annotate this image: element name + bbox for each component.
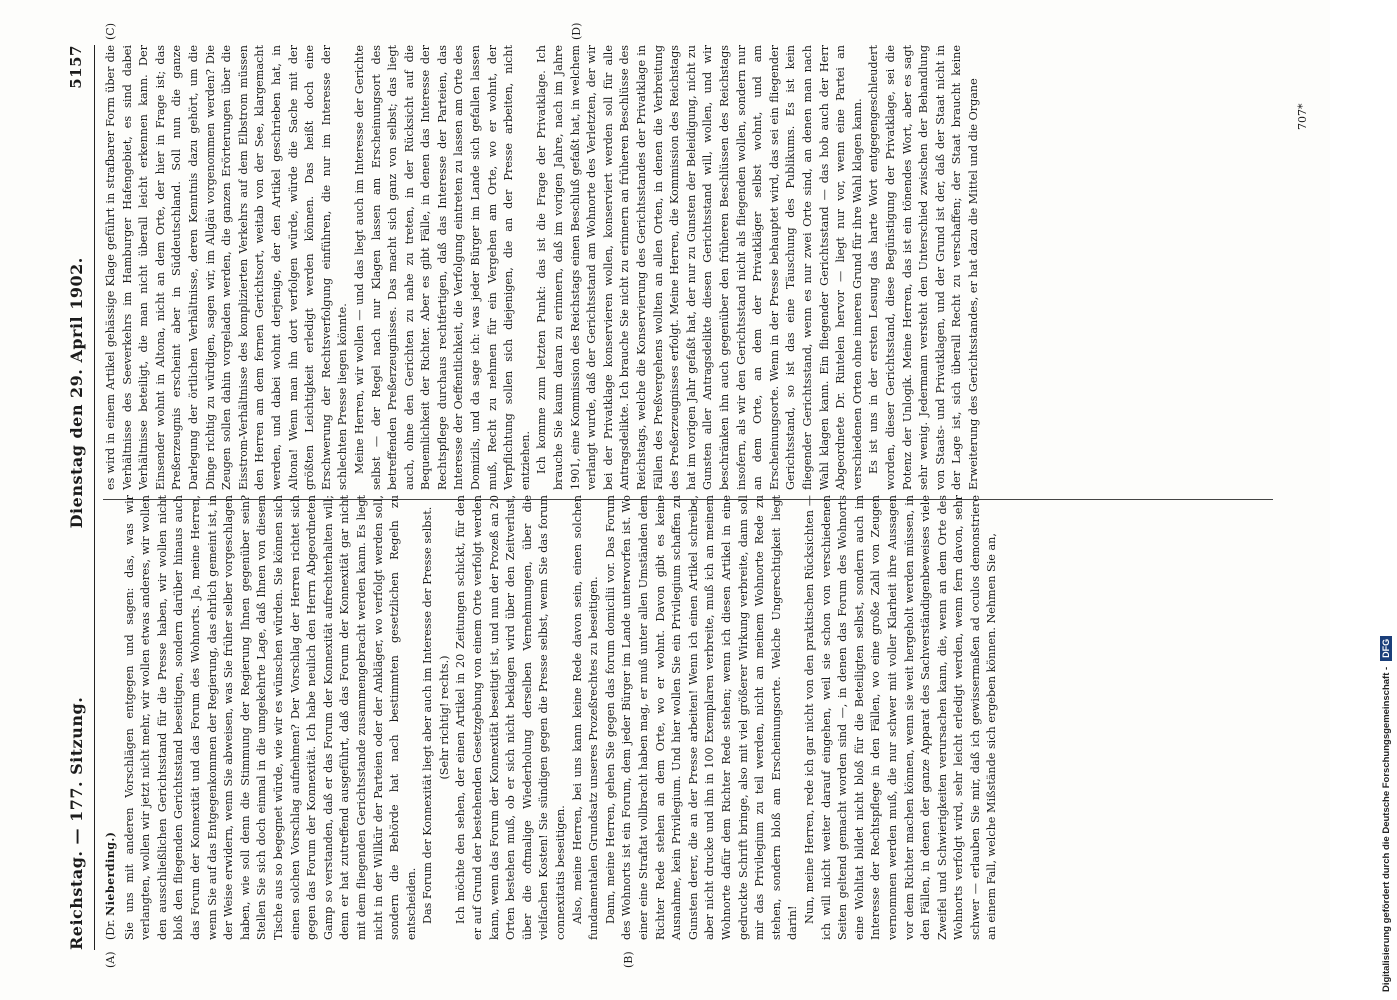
running-head-date: Dienstag den 29. April 1902. <box>66 257 86 529</box>
dfg-logo: DFG <box>1380 636 1392 661</box>
side-credit <box>1374 0 1397 1000</box>
margin-marker-d: (D) <box>570 22 583 40</box>
running-head-left: Reichstag. — 177. Sitzung. <box>66 696 86 950</box>
page-number: 5157 <box>67 45 85 89</box>
running-head <box>62 45 90 950</box>
paragraph: Dann, meine Herren, gehen Sie gegen das forum domicilii vor. Das Forum des Wohnorts ist ein Forum, dem jeder Bürger im Lande unterworfen ist. Wo einer eine Straftat vollbracht haben mag, er muß unter allen Umständen dem Richter Rede stehen an dem Orte, wo er wohnt. Davon gibt es keine Ausnahme, kein Privilegium. Und hier wollen Sie ein Privilegium schaffen zu Gunsten derer, die an der Presse arbeiten! Wenn ich einen Artikel schreibe, aber nicht drucke und ihn in 100 Exemplaren verbreite, muß ich an meinem Wohnorte dafür dem Richter Rede stehen; wenn ich diesen Artikel in eine gedruckte Schrift bringe, also mit viel größerer Wirkung verbreite, dann soll mir das Privilegium zu teil werden, nicht an meinem Wohnorte Rede zu stehen, sondern bloß am Erscheinungsorte. Welche Ungerechtigkeit liegt darin! <box>603 495 800 940</box>
paragraph: Sie uns mit anderen Vorschlägen entgegen und sagen: das, was wir verlangten, wollen wir jetzt nicht mehr, wir wollen etwas anderes, wir wollen den ausschließlichen Gerichtsstand für die Presse haben, wir wollen nicht bloß den fliegenden Gerichtsstand beseitigen, sondern darüber hinaus auch das Forum der Konnexität und das Forum des Wohnorts. Ja, meine Herren, wenn Sie auf das Entgegenkommen der Regierung, das ehrlich gemeint ist, in der Weise erwidern, wenn Sie abweisen, was Sie früher selber vorgeschlagen haben, wie soll denn die Stimmung der Regierung Ihnen gegenüber sein? Stellen Sie sich doch einmal in die umgekehrte Lage, daß Ihnen von diesem Tische aus so begegnet würde, wie wir es wünschen würden. Sie können sich einen solchen Vorschlag aufnehmen? Der Vorschlag der Herren richtet sich gegen das Forum der Konnexität. Ich habe neulich den Herrn Abgeordneten Gamp so verstanden, daß er das Forum der Konnexität aufrechterhalten will; denn er hat zutreffend ausgeführt, daß das Forum der Konnexität gar nicht mit dem fliegenden Gerichtsstande zusammengebracht werden kann. Es liegt nicht in der Willkür der Parteien oder der Ankläger, wo verfolgt werden soll, sondern die Behörde hat nach bestimmten gesetzlichen Regeln zu entscheiden. <box>122 495 418 940</box>
paragraph: Das Forum der Konnexität liegt aber auch im Interesse der Presse selbst. <box>421 506 435 924</box>
margin-marker-a: (A) <box>104 951 117 968</box>
header-rule <box>94 45 95 950</box>
signature-mark: 707* <box>1296 103 1309 130</box>
paragraph: Nun, meine Herren, rede ich gar nicht von den praktischen Rücksichten — ich will nicht weiter darauf eingehen, weil sie schon von verschiedenen Seiten geltend gemacht worden sind —, in denen das Forum des Wohnorts eine Wohltat bildet nicht bloß für die Beteiligten selbst, sondern auch im Interesse der Rechtspflege in den Fällen, wo eine große Zahl von Zeugen vernommen werden muß, die nur schwer mit voller Klarheit ihre Aussagen vor dem Richter machen können, wenn sie weit hergeholt werden müssen, in den Fällen, in denen der ganze Apparat des Sachverständigenbeweises viele Zweifel und Schwierigkeiten verursachen kann, die, wenn an dem Orte des Wohnorts verfolgt wird, sehr leicht erledigt werden, wenn fern davon, sehr schwer — erlauben Sie mir, daß ich gewissermaßen ad oculos demonstriere an einem Fall, welche Mißstände sich ergeben können. Nehmen Sie an, <box>802 495 999 940</box>
right-column <box>103 45 982 490</box>
side-credit-strip <box>1372 0 1396 1000</box>
column-divider <box>103 499 1273 500</box>
margin-marker-b: (B) <box>622 951 635 968</box>
paragraph: Also, meine Herren, bei uns kann keine Rede davon sein, einen solchen fundamentalen Grundsatz unseres Prozeßrechtes zu beseitigen. <box>570 495 601 940</box>
speaker-name: Nieberding.) <box>104 831 117 916</box>
paragraph: Es ist uns in der ersten Lesung das harte Wort entgegengeschleudert worden, dieser Gerichtsstand, diese Begünstigung der Privatklage, sei die Potenz der Unlogik. Meine Herren, das ist ein tönendes Wort, aber es sagt sehr wenig. Jedermann versteht den Unterschied zwischen der Behandlung von Staats- und Privatklagen, und der Grund ist der, daß der Staat nicht in der Lage ist, sich überall Recht zu verschaffen; der Staat braucht keine Erweiterung des Gerichtsstandes, er hat dazu die Mittel und die Organe <box>867 45 980 490</box>
paragraph: Meine Herren, wir wollen — und das liegt auch im Interesse der Gerichte selbst — der Regel nach nur Klagen lassen am Erscheinungsort des betreffenden Preßerzeugnisses. Das macht sich ganz von selbst; das liegt auch, ohne den Gerichten zu nahe zu treten, in der Rücksicht auf die Bequemlichkeit der Richter. Aber es gibt Fälle, in denen das Interesse der Rechtspflege durchaus rechtfertigen, daß das Interesse der Parteien, das Interesse der Oeffentlichkeit, die Verfolgung eintreten zu lassen am Orte des Domizils, und da sage ich: was jeder Bürger im Lande sich gefallen lassen muß, Recht zu nehmen für ein Vergehen am Orte, wo er wohnt, der Verpflichtung sollen sich diejenigen, die an der Presse arbeiten, nicht entziehen. <box>352 45 532 490</box>
paragraph: Ich möchte den sehen, der einen Artikel in 20 Zeitungen schickt, für den er auf Grund der bestehenden Gesetzgebung von einem Orte verfolgt werden kann, wenn das Forum der Konnexität beseitigt ist, und nun der Prozeß an 20 Orten bestehen muß, ob er sich nicht beklagen wird über den Zeitverlust, über die oftmalige Wiederholung derselben Vernehmungen, über die vielfachen Kosten! Sie sündigen gegen die Presse selbst, wenn Sie das forum connexitatis beseitigen. <box>454 495 568 940</box>
margin-marker-c: (C) <box>104 23 117 40</box>
paragraph: es wird in einem Artikel gehässige Klage geführt in strafbarer Form über die Verhältnisse des Seeverkehrs im Hamburger Hafengebiet, es sind dabei Verhältnisse beteiligt, die man nicht überall leicht erkennen kann. Der Einsender wohnt in Altona, nicht an dem Orte, der hier in Frage ist; das Preßerzeugnis erscheint aber in Süddeutschland. Soll nun die ganze Darlegung der örtlichen Verhältnisse, deren Kenntnis dazu gehört, um die Dinge richtig zu würdigen, sagen wir, im Allgäu vorgenommen werden? Die Zeugen sollen dahin vorgeladen werden, die ganzen Erörterungen über die Eisstrom-Verhältnisse des komplizierten Verkehrs auf dem Elbstrom müssen den Herren am dem fernen Gerichtsort, weitab von der See, klargemacht werden, und dabei wohnt derjenige, der den Artikel geschrieben hat, in Altona! Wenn man ihn dort verfolgen würde, würde die Sache mit der größten Leichtigkeit erledigt werden können. Das heißt doch eine Erschwerung der Rechtsverfolgung einführen, die nur im Interesse der schlechten Presse liegen könnte. <box>104 45 350 490</box>
credit-text: Digitalisierung gefördert durch die Deutsche Forschungsgemeinschaft - <box>1380 666 1392 992</box>
left-column <box>103 495 1001 940</box>
interjection: (Sehr richtig! rechts.) <box>437 655 451 780</box>
speaker-label <box>103 495 120 940</box>
paragraph: Ich komme zum letzten Punkt: das ist die Frage der Privatklage. Ich brauche Sie kaum daran zu erinnern, daß im vorigen Jahre, nach im Jahre 1901, eine Kommission des Reichstags einen Beschluß gefaßt hat, in welchem verlangt wurde, daß der Gerichtsstand am Wohnorte des Verletzten, der wir bei der Privatklage konservieren wollen, konserviert werden soll für alle Antragsdelikte. Ich brauche Sie nicht zu erinnern an früheren Beschlüsse des Reichstags, welche die Konservierung des Gerichtsstandes der Privatklage in Fällen des Preßvergehens wollten an allen Orten, in denen die Verbreitung des Preßerzeugnisses erfolgt. Meine Herren, die Kommission des Reichstags hat im vorigen Jahr gefaßt hat, der nur zu Gunsten der Beleidigung, nicht zu Gunsten aller Antragsdelikte diesen Gerichtsstand will, wollen, und wir beschränken ihn auch gegenüber den früheren Beschlüssen des Reichstags insofern, als wir den Gerichtsstand nicht als fliegenden wollen, sondern nur an dem Orte, an dem der Privatkläger selbst wohnt, und am Erscheinungsorte. Wenn in der Presse behauptet wird, das sei ein fliegender Gerichtsstand, so ist das eine Täuschung des Publikums. Es ist kein fliegender Gerichtsstand, wenn es nur zwei Orte sind, an denen man nach Wahl klagen kann. Ein fliegender Gerichtsstand — das hob auch der Herr Abgeordnete Dr. Rintelen hervor — liegt nur vor, wenn eine Partei an verschiedenen Orten ohne inneren Grund für ihre Wahl klagen kann. <box>535 45 864 490</box>
speaker-prefix: (Dr. <box>104 919 117 940</box>
